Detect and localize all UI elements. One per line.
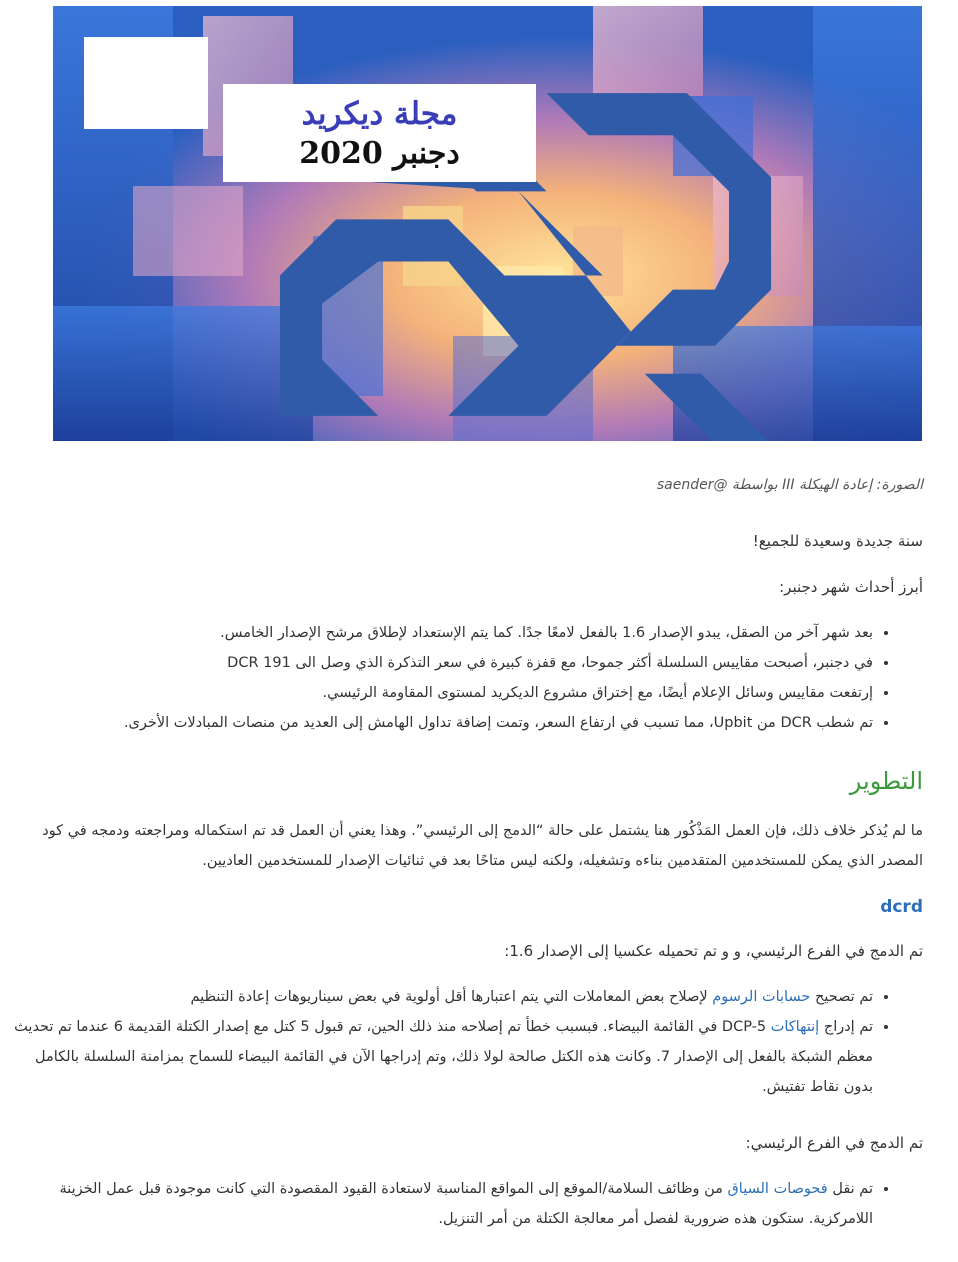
development-heading: التطوير	[849, 767, 923, 795]
list-item	[8, 1012, 873, 1102]
master-list	[8, 1174, 923, 1234]
item-text: لإصلاح بعض المعاملات التي يتم اعتبارها أقل أولوية في بعض سيناريوهات إعادة التنظيم	[190, 989, 713, 1005]
master-intro: تم الدمج في الفرع الرئيسي:	[745, 1134, 923, 1152]
list-item	[8, 1174, 873, 1234]
list-item	[8, 982, 873, 1012]
magazine-title-box	[223, 84, 536, 182]
header-image	[53, 6, 922, 441]
backport-list	[8, 982, 923, 1102]
caption-prefix: الصورة:	[876, 477, 923, 493]
highlights-heading: أبرز أحداث شهر دجنبر:	[779, 578, 923, 596]
backport-intro: تم الدمج في الفرع الرئيسي، و و تم تحميله عكسيا إلى الإصدار 1.6:	[504, 942, 923, 960]
list-item: • تم شطب DCR من Upbit، مما تسبب في ارتفاع السعر، وتمت إضافة تداول الهامش إلى العديد من منصات المبادلات الأخرى.	[8, 708, 873, 738]
item-text: تم إدراج	[819, 1019, 873, 1035]
dcrd-heading: dcrd	[880, 897, 923, 917]
list-item: • بعد شهر آخر من الصقل، يبدو الإصدار 1.6 بالفعل لامعًا جدًا. كما يتم الإستعداد لإطلاق مرشح الإصدار الخامس.	[8, 618, 873, 648]
context-checks-link[interactable]: فحوصات السياق	[727, 1181, 828, 1197]
greeting: سنة جديدة وسعيدة للجميع!	[752, 532, 923, 550]
list-item: • إرتفعت مقاييس وسائل الإعلام أيضًا، مع إختراق مشروع الديكريد لمستوى المقاومة الرئيسي.	[8, 678, 873, 708]
fee-calculations-link[interactable]: حسابات الرسوم	[712, 989, 811, 1005]
article-content	[8, 470, 923, 1260]
decred-logo	[84, 37, 208, 129]
magazine-issue-date: دجنبر 2020	[299, 136, 460, 171]
list-item: • في دجنبر، أصبحت مقاييس السلسلة أكثر جموحا، مع قفزة كبيرة في سعر التذكرة الذي وصل الى DCR 191	[8, 648, 873, 678]
magazine-title: مجلة ديكريد	[301, 96, 458, 132]
item-text: من وظائف السلامة/الموقع إلى المواقع المناسبة لاستعادة القيود المقصودة التي كانت موجودة قبل عمل الخزينة اللامركزية. ستكون هذه ضرورية لفصل أمر معالجة الكتلة من أمر التنزيل.	[59, 1181, 873, 1227]
violations-link[interactable]: إنتهاكات	[770, 1019, 820, 1035]
item-text: تم نقل	[827, 1181, 873, 1197]
development-intro: ما لم يُذكر خلاف ذلك، فإن العمل المَذْكُور هنا يشتمل على حالة “الدمج إلى الرئيسي”. وهذا يعني أن العمل قد تم استكماله ومراجعته ودمجه في كود المصدر الذي يمكن للمستخدمين المتقدمين بناءه وتشغيله، ولكنه ليس متاحًا بعد في ثنائيات الإصدار للمستخدمين العاديين.	[42, 823, 923, 869]
image-caption	[8, 470, 923, 500]
item-text: DCP-5 في القائمة البيضاء. فبسبب خطأ تم إصلاحه منذ ذلك الحين، تم قبول 5 كتل مع إصدار الكتلة القديمة 6 عندما تم تحديث معظم الشبكة بالفعل إلى الإصدار 7. وكانت هذه الكتل صالحة لولا ذلك، وتم إدراجها الآن في القائمة البيضاء للسماح بمزامنة السلسلة بالكامل بدون نقاط تفتيش.	[14, 1019, 873, 1095]
highlights-list	[8, 618, 923, 738]
item-text: تم تصحيح	[810, 989, 873, 1005]
caption-text: إعادة الهيكلة III بواسطة @saender	[656, 477, 877, 493]
